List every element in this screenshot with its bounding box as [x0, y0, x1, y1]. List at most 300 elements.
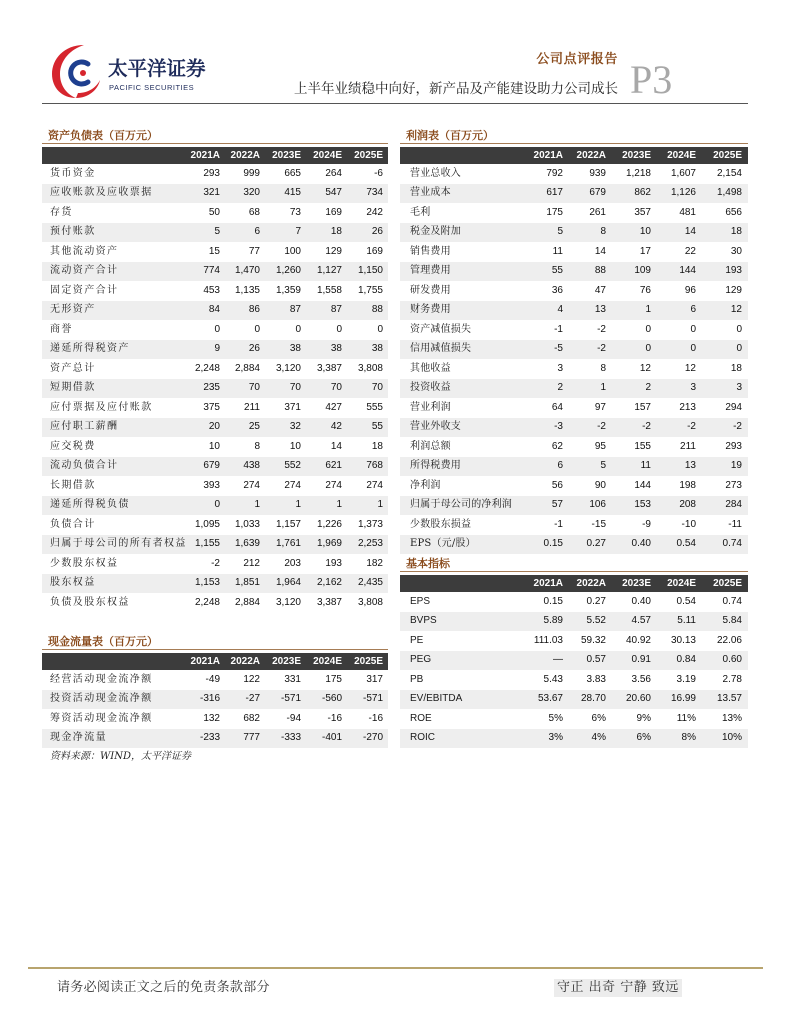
- table-row: [42, 262, 388, 282]
- row-value: 32: [289, 421, 301, 433]
- row-value: 1,126: [670, 187, 696, 199]
- table-row: [400, 651, 748, 671]
- disclaimer-text: 请务必阅读正文之后的免责条款部分: [57, 980, 270, 995]
- row-value: 0.84: [676, 654, 696, 666]
- row-value: 0.40: [631, 538, 651, 550]
- row-value: 22: [684, 245, 696, 257]
- row-label: 应收账款及应收票据: [50, 187, 153, 199]
- row-value: 274: [325, 479, 342, 491]
- row-value: 56: [551, 479, 563, 491]
- row-value: 88: [371, 304, 383, 316]
- row-value: 97: [594, 401, 606, 413]
- row-label: 销售费用: [410, 245, 451, 257]
- row-value: 12: [639, 362, 651, 374]
- row-value: 198: [679, 479, 696, 491]
- row-value: 1,755: [357, 284, 383, 296]
- row-value: 20.60: [625, 693, 651, 705]
- row-value: 1,373: [357, 518, 383, 530]
- row-value: 2,162: [316, 577, 342, 589]
- row-value: 70: [248, 382, 260, 394]
- row-value: 0: [295, 323, 301, 335]
- row-value: 11: [640, 460, 651, 472]
- row-value: 175: [325, 673, 342, 685]
- row-value: 0: [690, 343, 696, 355]
- row-value: 4.57: [631, 615, 651, 627]
- row-label: 归属于母公司的所有者权益: [50, 538, 187, 550]
- row-value: 1: [645, 304, 651, 316]
- row-value: 55: [551, 265, 563, 277]
- row-value: 481: [679, 206, 696, 218]
- row-value: 86: [248, 304, 260, 316]
- company-motto: 守正 出奇 宁静 致远: [554, 979, 682, 997]
- row-value: -270: [362, 732, 383, 744]
- row-value: -94: [286, 712, 301, 724]
- row-value: 5: [600, 460, 606, 472]
- row-value: 0: [254, 323, 260, 335]
- row-value: 8%: [681, 732, 696, 744]
- row-value: 3,387: [316, 362, 342, 374]
- row-value: 20: [208, 421, 220, 433]
- row-value: 2: [557, 382, 563, 394]
- section-title: 利润表（百万元）: [406, 129, 494, 142]
- year-header: 2024E: [667, 149, 696, 161]
- row-value: 213: [679, 401, 696, 413]
- row-value: -2: [642, 421, 651, 433]
- table-row: [42, 301, 388, 321]
- year-header: 2023E: [272, 655, 301, 667]
- table-row: [400, 476, 748, 496]
- row-value: 182: [366, 557, 383, 569]
- row-value: 68: [248, 206, 260, 218]
- table-row: [42, 379, 388, 399]
- row-value: 169: [366, 245, 383, 257]
- year-header: 2022A: [230, 655, 260, 667]
- row-value: 30.13: [670, 634, 696, 646]
- row-value: 11%: [676, 712, 696, 724]
- row-label: PB: [410, 673, 424, 685]
- logo-text: 太平洋证券: [108, 57, 206, 80]
- row-value: 18: [730, 362, 742, 374]
- row-value: 87: [289, 304, 301, 316]
- row-value: 109: [634, 265, 651, 277]
- year-header: 2021A: [533, 149, 563, 161]
- row-value: 100: [284, 245, 301, 257]
- row-value: 665: [284, 167, 301, 179]
- row-value: -5: [554, 343, 563, 355]
- row-value: 0: [690, 323, 696, 335]
- cash-flow-table: [42, 635, 388, 748]
- row-value: 13: [684, 460, 696, 472]
- table-row: [42, 281, 388, 301]
- row-value: 84: [208, 304, 220, 316]
- row-value: 76: [639, 284, 651, 296]
- table-row: [400, 184, 748, 204]
- year-header: 2024E: [313, 655, 342, 667]
- row-value: 375: [203, 401, 220, 413]
- row-value: 0.27: [586, 595, 606, 607]
- year-header: 2021A: [190, 149, 220, 161]
- row-value: 547: [325, 187, 342, 199]
- row-value: -2: [597, 421, 606, 433]
- row-value: 193: [725, 265, 742, 277]
- row-value: 12: [684, 362, 696, 374]
- table-row: [400, 203, 748, 223]
- row-value: 8: [600, 362, 606, 374]
- row-value: -2: [211, 557, 220, 569]
- row-value: 427: [325, 401, 342, 413]
- row-value: 70: [330, 382, 342, 394]
- row-value: 768: [366, 460, 383, 472]
- row-value: 0: [377, 323, 383, 335]
- row-value: 0: [736, 323, 742, 335]
- row-value: 38: [330, 343, 342, 355]
- row-label: PE: [410, 634, 424, 646]
- row-value: 1,226: [316, 518, 342, 530]
- row-value: 5: [214, 226, 220, 238]
- row-value: 2,435: [357, 577, 383, 589]
- row-label: 信用减值损失: [410, 343, 472, 355]
- row-value: 3: [736, 382, 742, 394]
- table-row: [42, 340, 388, 360]
- row-value: -9: [642, 518, 651, 530]
- row-value: 6: [557, 460, 563, 472]
- year-header: 2021A: [533, 577, 563, 589]
- table-row: [400, 359, 748, 379]
- row-value: 28.70: [580, 693, 606, 705]
- row-value: 0.74: [722, 538, 742, 550]
- row-value: 3%: [548, 732, 563, 744]
- row-value: 1,135: [234, 284, 260, 296]
- row-value: 1: [336, 499, 342, 511]
- table-row: [42, 535, 388, 555]
- row-value: 153: [634, 499, 651, 511]
- row-label: 投资收益: [410, 382, 451, 394]
- table-row: [42, 223, 388, 243]
- row-value: 0.74: [722, 595, 742, 607]
- row-value: 144: [679, 265, 696, 277]
- row-label: 毛利: [410, 206, 431, 218]
- row-label: 净利润: [410, 479, 441, 491]
- row-value: 682: [243, 712, 260, 724]
- row-value: 2,884: [234, 596, 260, 608]
- row-label: EPS: [410, 595, 431, 607]
- table-row: [42, 359, 388, 379]
- row-value: -233: [199, 732, 220, 744]
- table-header-row: [400, 575, 748, 592]
- section-title: 基本指标: [406, 557, 450, 570]
- row-value: 208: [679, 499, 696, 511]
- row-value: -16: [327, 712, 342, 724]
- row-label: 管理费用: [410, 265, 451, 277]
- table-row: [400, 340, 748, 360]
- row-value: 999: [243, 167, 260, 179]
- row-value: 0.27: [586, 538, 606, 550]
- row-value: 5.11: [677, 615, 696, 627]
- row-value: 0: [336, 323, 342, 335]
- table-row: [42, 554, 388, 574]
- row-value: -1: [554, 518, 563, 530]
- footer-divider: [28, 967, 763, 969]
- row-value: 0: [645, 343, 651, 355]
- section-title: 现金流量表（百万元）: [48, 635, 158, 648]
- row-value: 7: [295, 226, 301, 238]
- row-value: 0.60: [722, 654, 742, 666]
- row-value: 0.54: [676, 538, 696, 550]
- row-label: 短期借款: [50, 382, 96, 394]
- row-value: 792: [546, 167, 563, 179]
- row-value: 62: [551, 440, 563, 452]
- row-value: 679: [589, 187, 606, 199]
- row-value: 1,127: [316, 265, 342, 277]
- source-note: 资料来源：WIND，太平洋证券: [50, 751, 191, 762]
- row-label: 现金净流量: [50, 732, 107, 744]
- row-value: 1,964: [275, 577, 301, 589]
- table-row: [400, 535, 748, 555]
- row-value: 3,387: [316, 596, 342, 608]
- table-header-row: [42, 653, 388, 670]
- row-label: 长期借款: [50, 479, 96, 491]
- row-value: 317: [366, 673, 383, 685]
- row-value: 3.83: [586, 673, 606, 685]
- row-label: ROE: [410, 712, 432, 724]
- row-label: PEG: [410, 654, 432, 666]
- table-row: [400, 612, 748, 632]
- row-value: 331: [284, 673, 301, 685]
- table-row: [400, 281, 748, 301]
- row-label: 递延所得税资产: [50, 343, 130, 355]
- row-value: 2,154: [716, 167, 742, 179]
- year-header: 2025E: [354, 149, 383, 161]
- row-value: 3,120: [275, 596, 301, 608]
- row-value: 5.89: [543, 615, 563, 627]
- row-value: 2.78: [722, 673, 742, 685]
- row-value: -2: [597, 323, 606, 335]
- year-header: 2022A: [576, 149, 606, 161]
- table-row: [42, 242, 388, 262]
- row-value: 0: [214, 323, 220, 335]
- table-row: [42, 184, 388, 204]
- row-value: 14: [684, 226, 696, 238]
- table-row: [400, 592, 748, 612]
- row-value: 0: [214, 499, 220, 511]
- table-header-row: [400, 147, 748, 164]
- row-value: -16: [368, 712, 383, 724]
- row-value: 87: [330, 304, 342, 316]
- row-value: 38: [371, 343, 383, 355]
- table-header-row: [42, 147, 388, 164]
- year-header: 2023E: [622, 149, 651, 161]
- row-label: 筹资活动现金流净额: [50, 712, 153, 724]
- row-value: 4: [557, 304, 563, 316]
- row-value: 5.43: [543, 673, 563, 685]
- row-value: 1: [254, 499, 260, 511]
- row-value: 10: [639, 226, 651, 238]
- row-value: 5: [557, 226, 563, 238]
- row-value: -333: [280, 732, 301, 744]
- row-value: 1: [600, 382, 606, 394]
- row-value: -2: [733, 421, 742, 433]
- row-value: -6: [374, 167, 383, 179]
- row-value: 53.67: [537, 693, 563, 705]
- row-label: 应交税费: [50, 440, 96, 452]
- row-value: -11: [728, 518, 742, 530]
- row-value: 95: [594, 440, 606, 452]
- row-label: 预付账款: [50, 226, 96, 238]
- row-value: -571: [362, 693, 383, 705]
- row-label: 财务费用: [410, 304, 451, 316]
- row-value: 617: [546, 187, 563, 199]
- table-row: [400, 457, 748, 477]
- row-value: 111.03: [533, 634, 563, 646]
- row-label: 所得税费用: [410, 460, 461, 472]
- row-label: 营业外收支: [410, 421, 461, 433]
- row-value: 264: [325, 167, 342, 179]
- row-value: 106: [589, 499, 606, 511]
- row-value: -2: [597, 343, 606, 355]
- row-value: 3,808: [357, 596, 383, 608]
- row-label: 商誉: [50, 323, 73, 335]
- row-value: 26: [371, 226, 383, 238]
- table-row: [42, 709, 388, 729]
- row-value: 211: [680, 440, 696, 452]
- row-value: 129: [325, 245, 342, 257]
- row-value: 175: [546, 206, 563, 218]
- row-value: 13: [594, 304, 606, 316]
- row-value: -316: [199, 693, 220, 705]
- row-label: 负债及股东权益: [50, 596, 130, 608]
- row-value: 132: [203, 712, 220, 724]
- row-value: 9: [214, 343, 220, 355]
- table-row: [400, 242, 748, 262]
- row-value: 679: [203, 460, 220, 472]
- row-value: 18: [330, 226, 342, 238]
- row-value: 415: [284, 187, 301, 199]
- row-value: 211: [244, 401, 260, 413]
- row-value: 235: [203, 382, 220, 394]
- section-title: 资产负债表（百万元）: [48, 129, 158, 142]
- row-value: 73: [289, 206, 301, 218]
- row-value: 261: [589, 206, 606, 218]
- row-value: 1,607: [670, 167, 696, 179]
- row-label: 利润总额: [410, 440, 451, 452]
- row-value: 70: [371, 382, 383, 394]
- row-value: 3.19: [676, 673, 696, 685]
- row-value: 1,498: [716, 187, 742, 199]
- row-label: 货币资金: [50, 167, 96, 179]
- row-label: 营业利润: [410, 401, 451, 413]
- row-value: 13%: [721, 712, 742, 724]
- row-value: 3,120: [275, 362, 301, 374]
- row-value: 552: [284, 460, 301, 472]
- table-row: [42, 496, 388, 516]
- table-row: [42, 457, 388, 477]
- row-value: 1,851: [234, 577, 260, 589]
- section-title-underline: [400, 571, 748, 572]
- row-value: 13.57: [716, 693, 742, 705]
- row-label: 无形资产: [50, 304, 96, 316]
- row-value: 8: [600, 226, 606, 238]
- row-value: 0: [645, 323, 651, 335]
- report-subtitle: 上半年业绩稳中向好，新产品及产能建设助力公司成长: [294, 81, 618, 97]
- table-row: [400, 690, 748, 710]
- row-value: 77: [248, 245, 260, 257]
- row-value: 16.99: [670, 693, 696, 705]
- row-value: 862: [634, 187, 651, 199]
- table-row: [400, 709, 748, 729]
- row-value: -49: [205, 673, 220, 685]
- row-label: 流动负债合计: [50, 460, 119, 472]
- row-value: 59.32: [580, 634, 606, 646]
- table-row: [42, 418, 388, 438]
- row-value: -15: [591, 518, 606, 530]
- table-row: [42, 476, 388, 496]
- year-header: 2022A: [576, 577, 606, 589]
- table-row: [42, 729, 388, 749]
- row-value: 10: [208, 440, 220, 452]
- row-value: 0.57: [586, 654, 606, 666]
- row-value: 18: [371, 440, 383, 452]
- row-value: 438: [243, 460, 260, 472]
- row-label: 存货: [50, 206, 73, 218]
- row-value: -27: [245, 693, 260, 705]
- table-row: [42, 515, 388, 535]
- row-value: 6%: [591, 712, 606, 724]
- row-value: 1,155: [194, 538, 220, 550]
- page-number: P3: [630, 57, 673, 102]
- row-value: 129: [725, 284, 742, 296]
- row-value: 777: [243, 732, 260, 744]
- year-header: 2022A: [230, 149, 260, 161]
- row-value: 144: [634, 479, 651, 491]
- row-value: 57: [551, 499, 563, 511]
- income-statement-table: [400, 129, 748, 554]
- table-row: [400, 496, 748, 516]
- row-value: 1,218: [625, 167, 651, 179]
- row-value: 293: [203, 167, 220, 179]
- row-value: 1,150: [357, 265, 383, 277]
- row-value: 1,761: [275, 538, 301, 550]
- table-row: [400, 729, 748, 749]
- row-value: 11: [552, 245, 563, 257]
- row-value: 284: [725, 499, 742, 511]
- row-label: EV/EBITDA: [410, 693, 463, 705]
- row-value: 0.54: [676, 595, 696, 607]
- row-value: 36: [551, 284, 563, 296]
- row-value: 555: [366, 401, 383, 413]
- row-label: 资产减值损失: [410, 323, 472, 335]
- year-header: 2025E: [713, 577, 742, 589]
- row-value: 25: [248, 421, 260, 433]
- table-row: [42, 203, 388, 223]
- row-value: 320: [243, 187, 260, 199]
- year-header: 2021A: [190, 655, 220, 667]
- row-label: BVPS: [410, 615, 437, 627]
- row-value: 2,253: [357, 538, 383, 550]
- table-row: [400, 631, 748, 651]
- row-value: 10%: [721, 732, 742, 744]
- year-header: 2023E: [272, 149, 301, 161]
- row-value: 38: [289, 343, 301, 355]
- row-value: 70: [289, 382, 301, 394]
- balance-sheet-table: [42, 129, 388, 613]
- row-label: ROIC: [410, 732, 435, 744]
- row-value: 88: [594, 265, 606, 277]
- row-value: 294: [725, 401, 742, 413]
- table-row: [42, 398, 388, 418]
- table-row: [400, 418, 748, 438]
- table-row: [42, 437, 388, 457]
- row-value: 774: [203, 265, 220, 277]
